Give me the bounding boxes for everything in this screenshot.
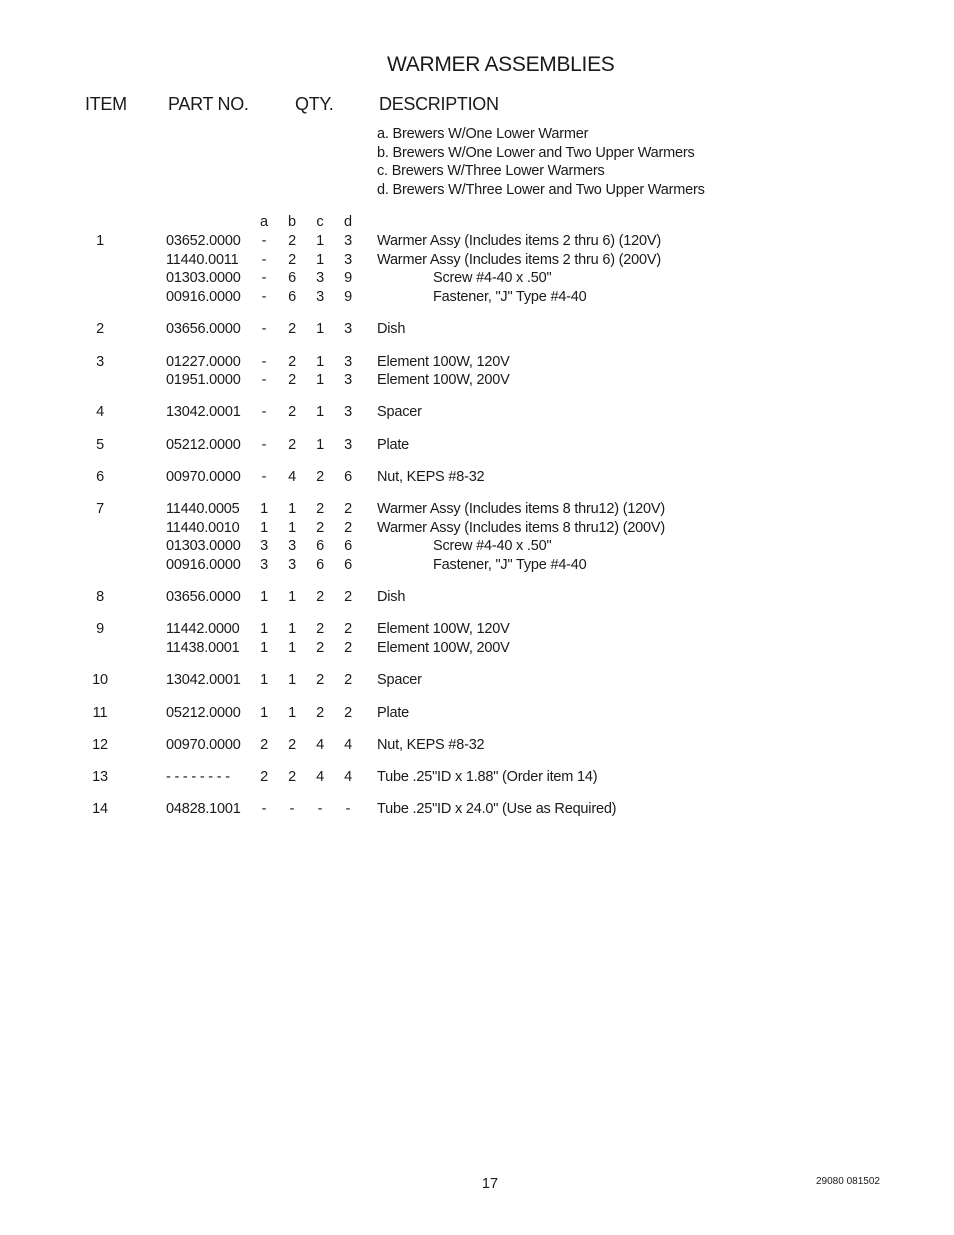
description: Plate (377, 705, 410, 721)
part-number: 11438.0001 (166, 640, 240, 656)
qty-a: - (261, 801, 267, 817)
table-row (0, 252, 954, 271)
table-row (0, 469, 954, 488)
table-row (0, 354, 954, 373)
part-number: 00916.0000 (166, 289, 241, 305)
part-number: 05212.0000 (166, 437, 241, 453)
qty-a: 1 (260, 705, 268, 721)
qty-a: 1 (260, 672, 268, 688)
description: Fastener, "J" Type #4-40 (433, 557, 587, 573)
qty-b: 1 (288, 621, 296, 637)
variant-d: d. Brewers W/Three Lower and Two Upper Warmers (377, 182, 705, 198)
qty-a: 1 (260, 520, 268, 536)
qty-b: 2 (288, 252, 296, 268)
qty-a: - (261, 372, 267, 388)
qty-a: - (261, 354, 267, 370)
qty-b: 2 (288, 769, 296, 785)
table-row (0, 640, 954, 659)
item-number: 8 (96, 589, 104, 605)
item-number: 10 (92, 672, 108, 688)
qty-d: 9 (344, 270, 352, 286)
qty-a: - (261, 270, 267, 286)
qty-a: 1 (260, 640, 268, 656)
document-code: 29080 081502 (816, 1176, 880, 1187)
item-number: 2 (96, 321, 104, 337)
description: Element 100W, 120V (377, 354, 510, 370)
item-number: 9 (96, 621, 104, 637)
qty-b: 1 (288, 705, 296, 721)
qty-a: - (261, 321, 267, 337)
qty-b: 2 (288, 737, 296, 753)
qty-a: 3 (260, 538, 268, 554)
table-row (0, 801, 954, 820)
qty-d: 6 (344, 469, 352, 485)
table-row (0, 769, 954, 788)
qty-c: 3 (316, 270, 324, 286)
part-number: 01227.0000 (166, 354, 241, 370)
description: Nut, KEPS #8-32 (377, 469, 485, 485)
qty-c: 2 (316, 501, 324, 517)
qty-a: 1 (260, 501, 268, 517)
qty-b: 3 (288, 557, 296, 573)
qty-b: 1 (288, 589, 296, 605)
part-number: 00970.0000 (166, 469, 241, 485)
qty-a: 2 (260, 769, 268, 785)
qty-column-d: d (343, 214, 353, 230)
qty-c: 2 (316, 672, 324, 688)
item-number: 13 (92, 769, 108, 785)
part-number: 03656.0000 (166, 321, 241, 337)
qty-d: 2 (344, 520, 352, 536)
qty-d: 3 (344, 372, 352, 388)
qty-d: 3 (344, 233, 352, 249)
description: Dish (377, 321, 406, 337)
description: Fastener, "J" Type #4-40 (433, 289, 587, 305)
qty-c: 1 (316, 233, 324, 249)
qty-a: - (261, 469, 267, 485)
description: Warmer Assy (Includes items 2 thru 6) (200V) (377, 252, 661, 268)
qty-c: 6 (316, 557, 324, 573)
qty-d: 4 (344, 769, 352, 785)
qty-d: 3 (344, 252, 352, 268)
part-number: 11440.0005 (166, 501, 240, 517)
qty-c: 1 (316, 404, 324, 420)
qty-c: 4 (316, 769, 324, 785)
part-number: 05212.0000 (166, 705, 241, 721)
header-qty: QTY. (295, 94, 334, 114)
description: Element 100W, 200V (377, 372, 510, 388)
qty-c: 6 (316, 538, 324, 554)
table-row (0, 501, 954, 520)
part-number: 00970.0000 (166, 737, 241, 753)
qty-a: - (261, 437, 267, 453)
qty-b: 2 (288, 372, 296, 388)
part-number: 11442.0000 (166, 621, 240, 637)
qty-d: 2 (344, 589, 352, 605)
qty-c: 1 (316, 372, 324, 388)
part-number: 03652.0000 (166, 233, 241, 249)
qty-b: 2 (288, 354, 296, 370)
item-number: 3 (96, 354, 104, 370)
description: Tube .25"ID x 1.88" (Order item 14) (377, 769, 598, 785)
page-title: WARMER ASSEMBLIES (387, 53, 615, 76)
qty-d: 2 (344, 672, 352, 688)
table-row (0, 233, 954, 252)
qty-b: 2 (288, 233, 296, 249)
part-number: 13042.0001 (166, 404, 241, 420)
table-row (0, 589, 954, 608)
description: Element 100W, 200V (377, 640, 510, 656)
table-row (0, 621, 954, 640)
header-part-no: PART NO. (168, 94, 249, 114)
qty-c: 3 (316, 289, 324, 305)
qty-d: 3 (344, 404, 352, 420)
description: Element 100W, 120V (377, 621, 510, 637)
table-row (0, 321, 954, 340)
qty-b: 2 (288, 404, 296, 420)
part-number: 04828.1001 (166, 801, 241, 817)
part-number: - - - - - - - - (166, 769, 230, 785)
qty-a: - (261, 252, 267, 268)
part-number: 11440.0010 (166, 520, 240, 536)
variant-a: a. Brewers W/One Lower Warmer (377, 126, 589, 142)
qty-b: 2 (288, 321, 296, 337)
table-row (0, 557, 954, 576)
description: Nut, KEPS #8-32 (377, 737, 485, 753)
item-number: 6 (96, 469, 104, 485)
qty-b: - (289, 801, 295, 817)
qty-c: 4 (316, 737, 324, 753)
qty-c: - (317, 801, 323, 817)
table-row (0, 437, 954, 456)
description: Dish (377, 589, 406, 605)
part-number: 00916.0000 (166, 557, 241, 573)
qty-b: 4 (288, 469, 296, 485)
variant-b: b. Brewers W/One Lower and Two Upper Warmers (377, 145, 695, 161)
qty-d: - (345, 801, 351, 817)
description: Screw #4-40 x .50" (433, 270, 552, 286)
qty-d: 3 (344, 354, 352, 370)
qty-d: 6 (344, 557, 352, 573)
header-item: ITEM (85, 94, 127, 114)
page-number: 17 (481, 1176, 499, 1192)
qty-b: 1 (288, 501, 296, 517)
table-row (0, 737, 954, 756)
qty-c: 2 (316, 520, 324, 536)
qty-b: 3 (288, 538, 296, 554)
table-row (0, 672, 954, 691)
qty-column-c: c (316, 214, 324, 230)
part-number: 01951.0000 (166, 372, 241, 388)
qty-d: 2 (344, 705, 352, 721)
table-row (0, 705, 954, 724)
qty-column-b: b (287, 214, 297, 230)
part-number: 11440.0011 (166, 252, 239, 268)
table-row (0, 538, 954, 557)
description: Warmer Assy (Includes items 2 thru 6) (120V) (377, 233, 661, 249)
variant-c: c. Brewers W/Three Lower Warmers (377, 163, 605, 179)
qty-c: 1 (316, 321, 324, 337)
table-row (0, 372, 954, 391)
table-row (0, 520, 954, 539)
part-number: 03656.0000 (166, 589, 241, 605)
qty-a: - (261, 404, 267, 420)
description: Spacer (377, 404, 422, 420)
qty-a: 2 (260, 737, 268, 753)
qty-column-a: a (259, 214, 269, 230)
qty-c: 1 (316, 252, 324, 268)
table-row (0, 289, 954, 308)
part-number: 13042.0001 (166, 672, 241, 688)
qty-a: - (261, 289, 267, 305)
part-number: 01303.0000 (166, 538, 241, 554)
item-number: 1 (96, 233, 104, 249)
qty-c: 2 (316, 589, 324, 605)
description: Plate (377, 437, 410, 453)
item-number: 12 (92, 737, 108, 753)
item-number: 5 (96, 437, 104, 453)
qty-d: 3 (344, 321, 352, 337)
qty-d: 3 (344, 437, 352, 453)
description: Tube .25"ID x 24.0" (Use as Required) (377, 801, 617, 817)
qty-d: 2 (344, 501, 352, 517)
description: Warmer Assy (Includes items 8 thru12) (120V) (377, 501, 666, 517)
qty-d: 4 (344, 737, 352, 753)
header-description: DESCRIPTION (379, 94, 499, 114)
item-number: 4 (96, 404, 104, 420)
qty-d: 2 (344, 640, 352, 656)
part-number: 01303.0000 (166, 270, 241, 286)
qty-c: 2 (316, 621, 324, 637)
qty-b: 6 (288, 289, 296, 305)
qty-a: 1 (260, 589, 268, 605)
qty-c: 2 (316, 469, 324, 485)
qty-c: 1 (316, 437, 324, 453)
table-row (0, 270, 954, 289)
qty-c: 1 (316, 354, 324, 370)
qty-c: 2 (316, 640, 324, 656)
qty-d: 6 (344, 538, 352, 554)
item-number: 7 (96, 501, 104, 517)
qty-a: - (261, 233, 267, 249)
qty-a: 3 (260, 557, 268, 573)
qty-d: 2 (344, 621, 352, 637)
item-number: 14 (92, 801, 108, 817)
description: Screw #4-40 x .50" (433, 538, 552, 554)
qty-a: 1 (260, 621, 268, 637)
qty-c: 2 (316, 705, 324, 721)
table-row (0, 404, 954, 423)
qty-b: 2 (288, 437, 296, 453)
qty-b: 1 (288, 672, 296, 688)
qty-d: 9 (344, 289, 352, 305)
description: Spacer (377, 672, 422, 688)
qty-b: 6 (288, 270, 296, 286)
description: Warmer Assy (Includes items 8 thru12) (200V) (377, 520, 666, 536)
item-number: 11 (92, 705, 108, 721)
qty-b: 1 (288, 640, 296, 656)
qty-b: 1 (288, 520, 296, 536)
